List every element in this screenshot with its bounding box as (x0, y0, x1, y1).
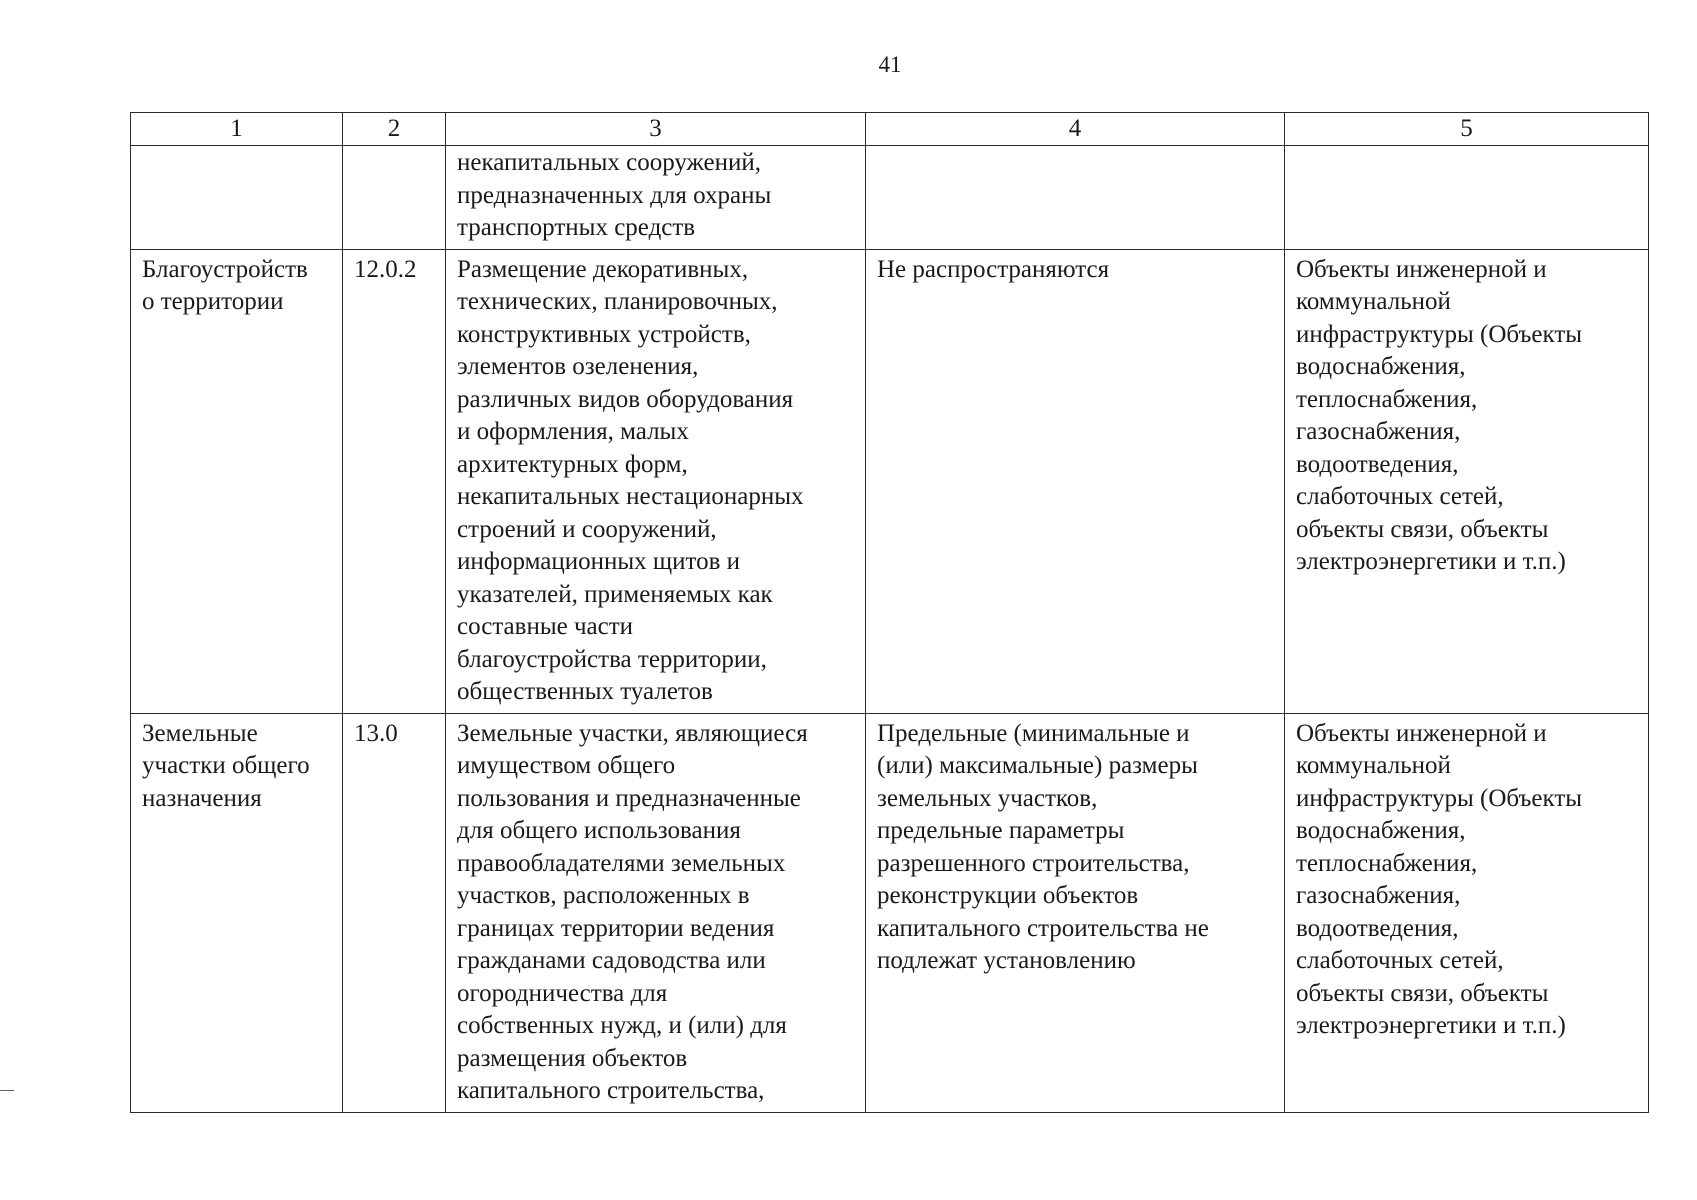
column-header-2: 2 (343, 113, 446, 146)
cell-description: некапитальных сооружений, предназначенных для охраны транспортных средств (446, 146, 866, 250)
cell-auxiliary: Объекты инженерной и коммунальной инфраструктуры (Объекты водоснабжения, теплоснабжения, газоснабжения, водоотведения, слаботочных сетей, объекты связи, объекты электроэнергетики и т.п.) (1285, 713, 1649, 1112)
cell-name (131, 146, 343, 250)
column-header-4: 4 (866, 113, 1285, 146)
cell-description: Размещение декоративных, технических, планировочных, конструктивных устройств, элементов озеленения, различных видов оборудования и оформления, малых архитектурных форм, некапитальных нестационарных строений и сооружений, информационных щитов и указателей, применяемых как составные части благоустройства территории, общественных туалетов (446, 249, 866, 713)
cell-parameters: Предельные (минимальные и (или) максимальные) размеры земельных участков, предельные параметры разрешенного строительства, реконструкции объектов капитального строительства не подлежат установлению (866, 713, 1285, 1112)
cell-code: 13.0 (343, 713, 446, 1112)
cell-description: Земельные участки, являющиеся имуществом общего пользования и предназначенные для общего использования правообладателями земельных участков, расположенных в границах территории ведения гражданами садоводства или огородничества для собственных нужд, и (или) для размещения объектов капитального строительства, (446, 713, 866, 1112)
cell-code (343, 146, 446, 250)
column-header-5: 5 (1285, 113, 1649, 146)
cell-name: Благоустройств о территории (131, 249, 343, 713)
cell-parameters (866, 146, 1285, 250)
land-use-table (130, 112, 1649, 1113)
scan-margin-mark (0, 1090, 14, 1091)
page-number: 41 (878, 52, 902, 77)
cell-code: 12.0.2 (343, 249, 446, 713)
table-row (131, 713, 1649, 1112)
table-header-row (131, 113, 1649, 146)
cell-parameters: Не распространяются (866, 249, 1285, 713)
cell-auxiliary (1285, 146, 1649, 250)
table-row (131, 146, 1649, 250)
column-header-3: 3 (446, 113, 866, 146)
cell-name: Земельные участки общего назначения (131, 713, 343, 1112)
cell-auxiliary: Объекты инженерной и коммунальной инфраструктуры (Объекты водоснабжения, теплоснабжения, газоснабжения, водоотведения, слаботочных сетей, объекты связи, объекты электроэнергетики и т.п.) (1285, 249, 1649, 713)
table-row (131, 249, 1649, 713)
column-header-1: 1 (131, 113, 343, 146)
